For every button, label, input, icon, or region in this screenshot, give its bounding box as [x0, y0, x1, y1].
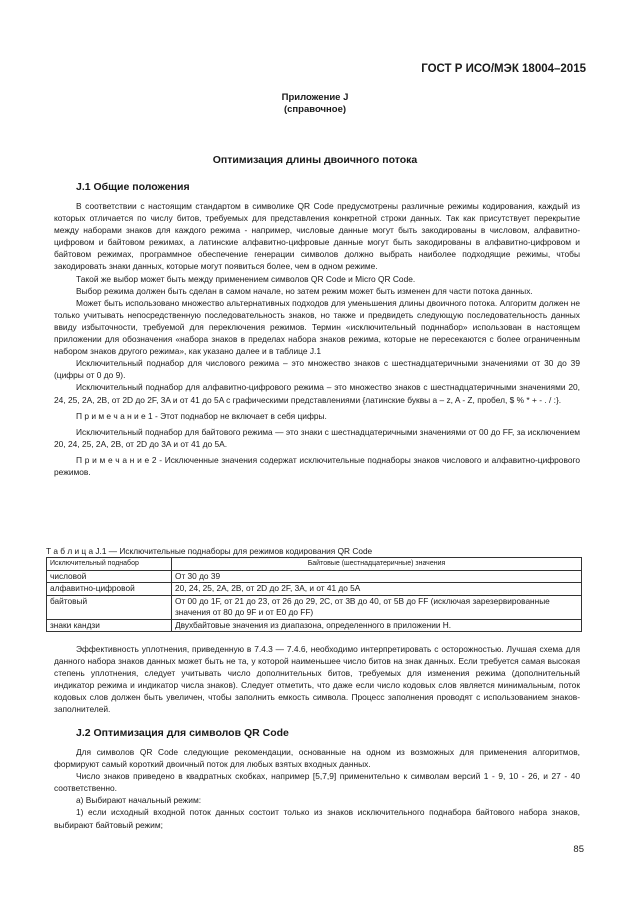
j1-paragraph-5: Исключительный поднабор для числового режима – это множество знаков с шестнадцатеричными значениями от 30 до 39 (цифры от 0 до 9).	[54, 358, 580, 381]
note-1-text: 1 - Этот поднабор не включает в себя цифры.	[145, 410, 327, 421]
table-row	[47, 595, 582, 619]
j1-paragraph-6: Исключительный поднабор для алфавитно-цифрового режима – это множество знаков с шестнадцатеричными значениями 20, 24, 25, 2A, 2B, от 2D до 2F, 3A и от 41 до 5A с графическими представлениями {латинские буквы a – z, A - Z, пробел, $ % * + - . / :}.	[54, 382, 580, 405]
section-title: Оптимизация длины двоичного потока	[212, 154, 418, 166]
standard-header: ГОСТ Р ИСО/МЭК 18004–2015	[421, 63, 586, 75]
note-1	[54, 410, 580, 422]
j1-paragraph-1: В соответствии с настоящим стандартом в символике QR Code предусмотрены различные режимы кодирования, каждый из которых отличается по числу битов, требуемых для представления конкретной строки данных. Так как присутствует перекрытие между наборами знаков для каждого режима - например, числовые данные могут быть закодированы в числовом, алфавитно-цифровом и байтовом режимах, а латинские алфавитно-цифровые данные могут быть закодированы в алфавитно-цифровом и байтовом режимах, программное обеспечение генерации символов должно выбрать наиболее подходящие режимы, чтобы закодировать знаки данных, которые могут появиться более, чем в одном режиме.	[54, 201, 580, 272]
j1-heading: J.1 Общие положения	[76, 181, 190, 193]
table-cell: От 00 до 1F, от 21 до 23, от 26 до 29, 2C, от 3B до 40, от 5B до FF (исключая зарезервированные значения от 80 до 9F и от E0 до FF)	[172, 595, 582, 619]
after-table-body	[54, 643, 580, 716]
j1-paragraph-2: Такой же выбор может быть между применением символов QR Code и Micro QR Code.	[76, 273, 416, 284]
j2-body	[54, 746, 580, 831]
annex-heading	[0, 92, 630, 116]
table-cell: байтовый	[47, 595, 172, 619]
j2-paragraph-3: a) Выбирают начальный режим:	[76, 795, 202, 806]
j2-paragraph-2: Число знаков приведено в квадратных скобках, например [5,7,9] применительно к символам версий 1 - 9, 10 - 26, и 27 - 40 соответственно.	[54, 771, 580, 794]
table-caption: Т а б л и ц а J.1 — Исключительные поднаборы для режимов кодирования QR Code	[46, 546, 373, 556]
j2-paragraph-1: Для символов QR Code следующие рекомендации, основанные на одном из возможных для применения алгоритмов, формируют самый короткий двоичный поток для любых взятых входных данных.	[54, 747, 580, 770]
note-2-label: П р и м е ч а н и е	[76, 454, 150, 465]
note-2-text: 2 - Исключенные значения содержат исключительные поднаборы знаков числового и алфавитно-цифрового режимов.	[54, 454, 580, 477]
j2-paragraph-4: 1) если исходный входной поток данных состоит только из знаков исключительного поднабора байтового набора знаков, выбирают байтовый режим;	[54, 807, 580, 830]
j2-heading: J.2 Оптимизация для символов QR Code	[76, 727, 289, 739]
table-row	[47, 583, 582, 596]
table-cell: числовой	[47, 570, 172, 583]
table-header-cell: Исключительный поднабор	[47, 558, 172, 571]
table-cell: 20, 24, 25, 2A, 2B, от 2D до 2F, 3A, и от 41 до 5A	[172, 583, 582, 596]
table-header-row	[47, 558, 582, 571]
table-row	[47, 619, 582, 632]
table-row	[47, 570, 582, 583]
note-1-label: П р и м е ч а н и е	[76, 410, 146, 421]
annex-title: Приложение J	[281, 92, 349, 103]
note-2	[54, 454, 580, 478]
table-cell: алфавитно-цифровой	[47, 583, 172, 596]
j1-body	[54, 200, 580, 478]
j1-paragraph-4: Может быть использовано множество альтернативных подходов для уменьшения длины двоичного потока. Алгоритм должен не только учитывать непосредственную последовательность знаков, но также и предвидеть следующую последовательность данных ввиду избыточности, требуемой для переключения режимов. Термин «исключительный подннабор» использован в настоящем приложении для обозначения «набора знаков в пределах набора знаков режима, которые не пересекаются с более ограниченным набором знаков другого режима», как указано далее и в таблице J.1	[54, 297, 580, 357]
after-table-paragraph: Эффективность уплотнения, приведенную в 7.4.3 — 7.4.6, необходимо интерпретировать с осторожностью. Лучшая схема для данного набора знаков данных может быть не та, у которой наименьшее число битов на знак данных. Если требуется самая высокая степень уплотнения, следует учитывать число дополнительных битов, требуемых для изменения режима (дополнительный индикатор режима и индикатор числа знаков). Следует отметить, что даже если число кодовых слов является минимальным, поток кодовых слов должен быть увеличен, чтобы заполнить емкость символа. Процесс заполнения проводят с использованием знаков-заполнителей.	[54, 644, 580, 715]
table-cell: знаки кандзи	[47, 619, 172, 632]
j1-paragraph-3: Выбор режима должен быть сделан в самом начале, но затем режим может быть изменен для части потока данных.	[76, 285, 533, 296]
page-number: 85	[573, 844, 584, 855]
j1-paragraph-7: Исключительный поднабор для байтового режима — это знаки с шестнадцатеричными значениями от 00 до FF, за исключением 20, 24, 25, 2A, 2B, от 2D до 3A и от 41 до 5A.	[54, 426, 580, 449]
exclusive-subsets-table	[46, 557, 582, 632]
table-header-cell: Байтовые (шестнадцатеричные) значения	[172, 558, 582, 571]
annex-subtitle: (справочное)	[283, 104, 347, 115]
table-cell: Двухбайтовые значения из диапазона, определенного в приложении H.	[172, 619, 582, 632]
table-cell: От 30 до 39	[172, 570, 582, 583]
